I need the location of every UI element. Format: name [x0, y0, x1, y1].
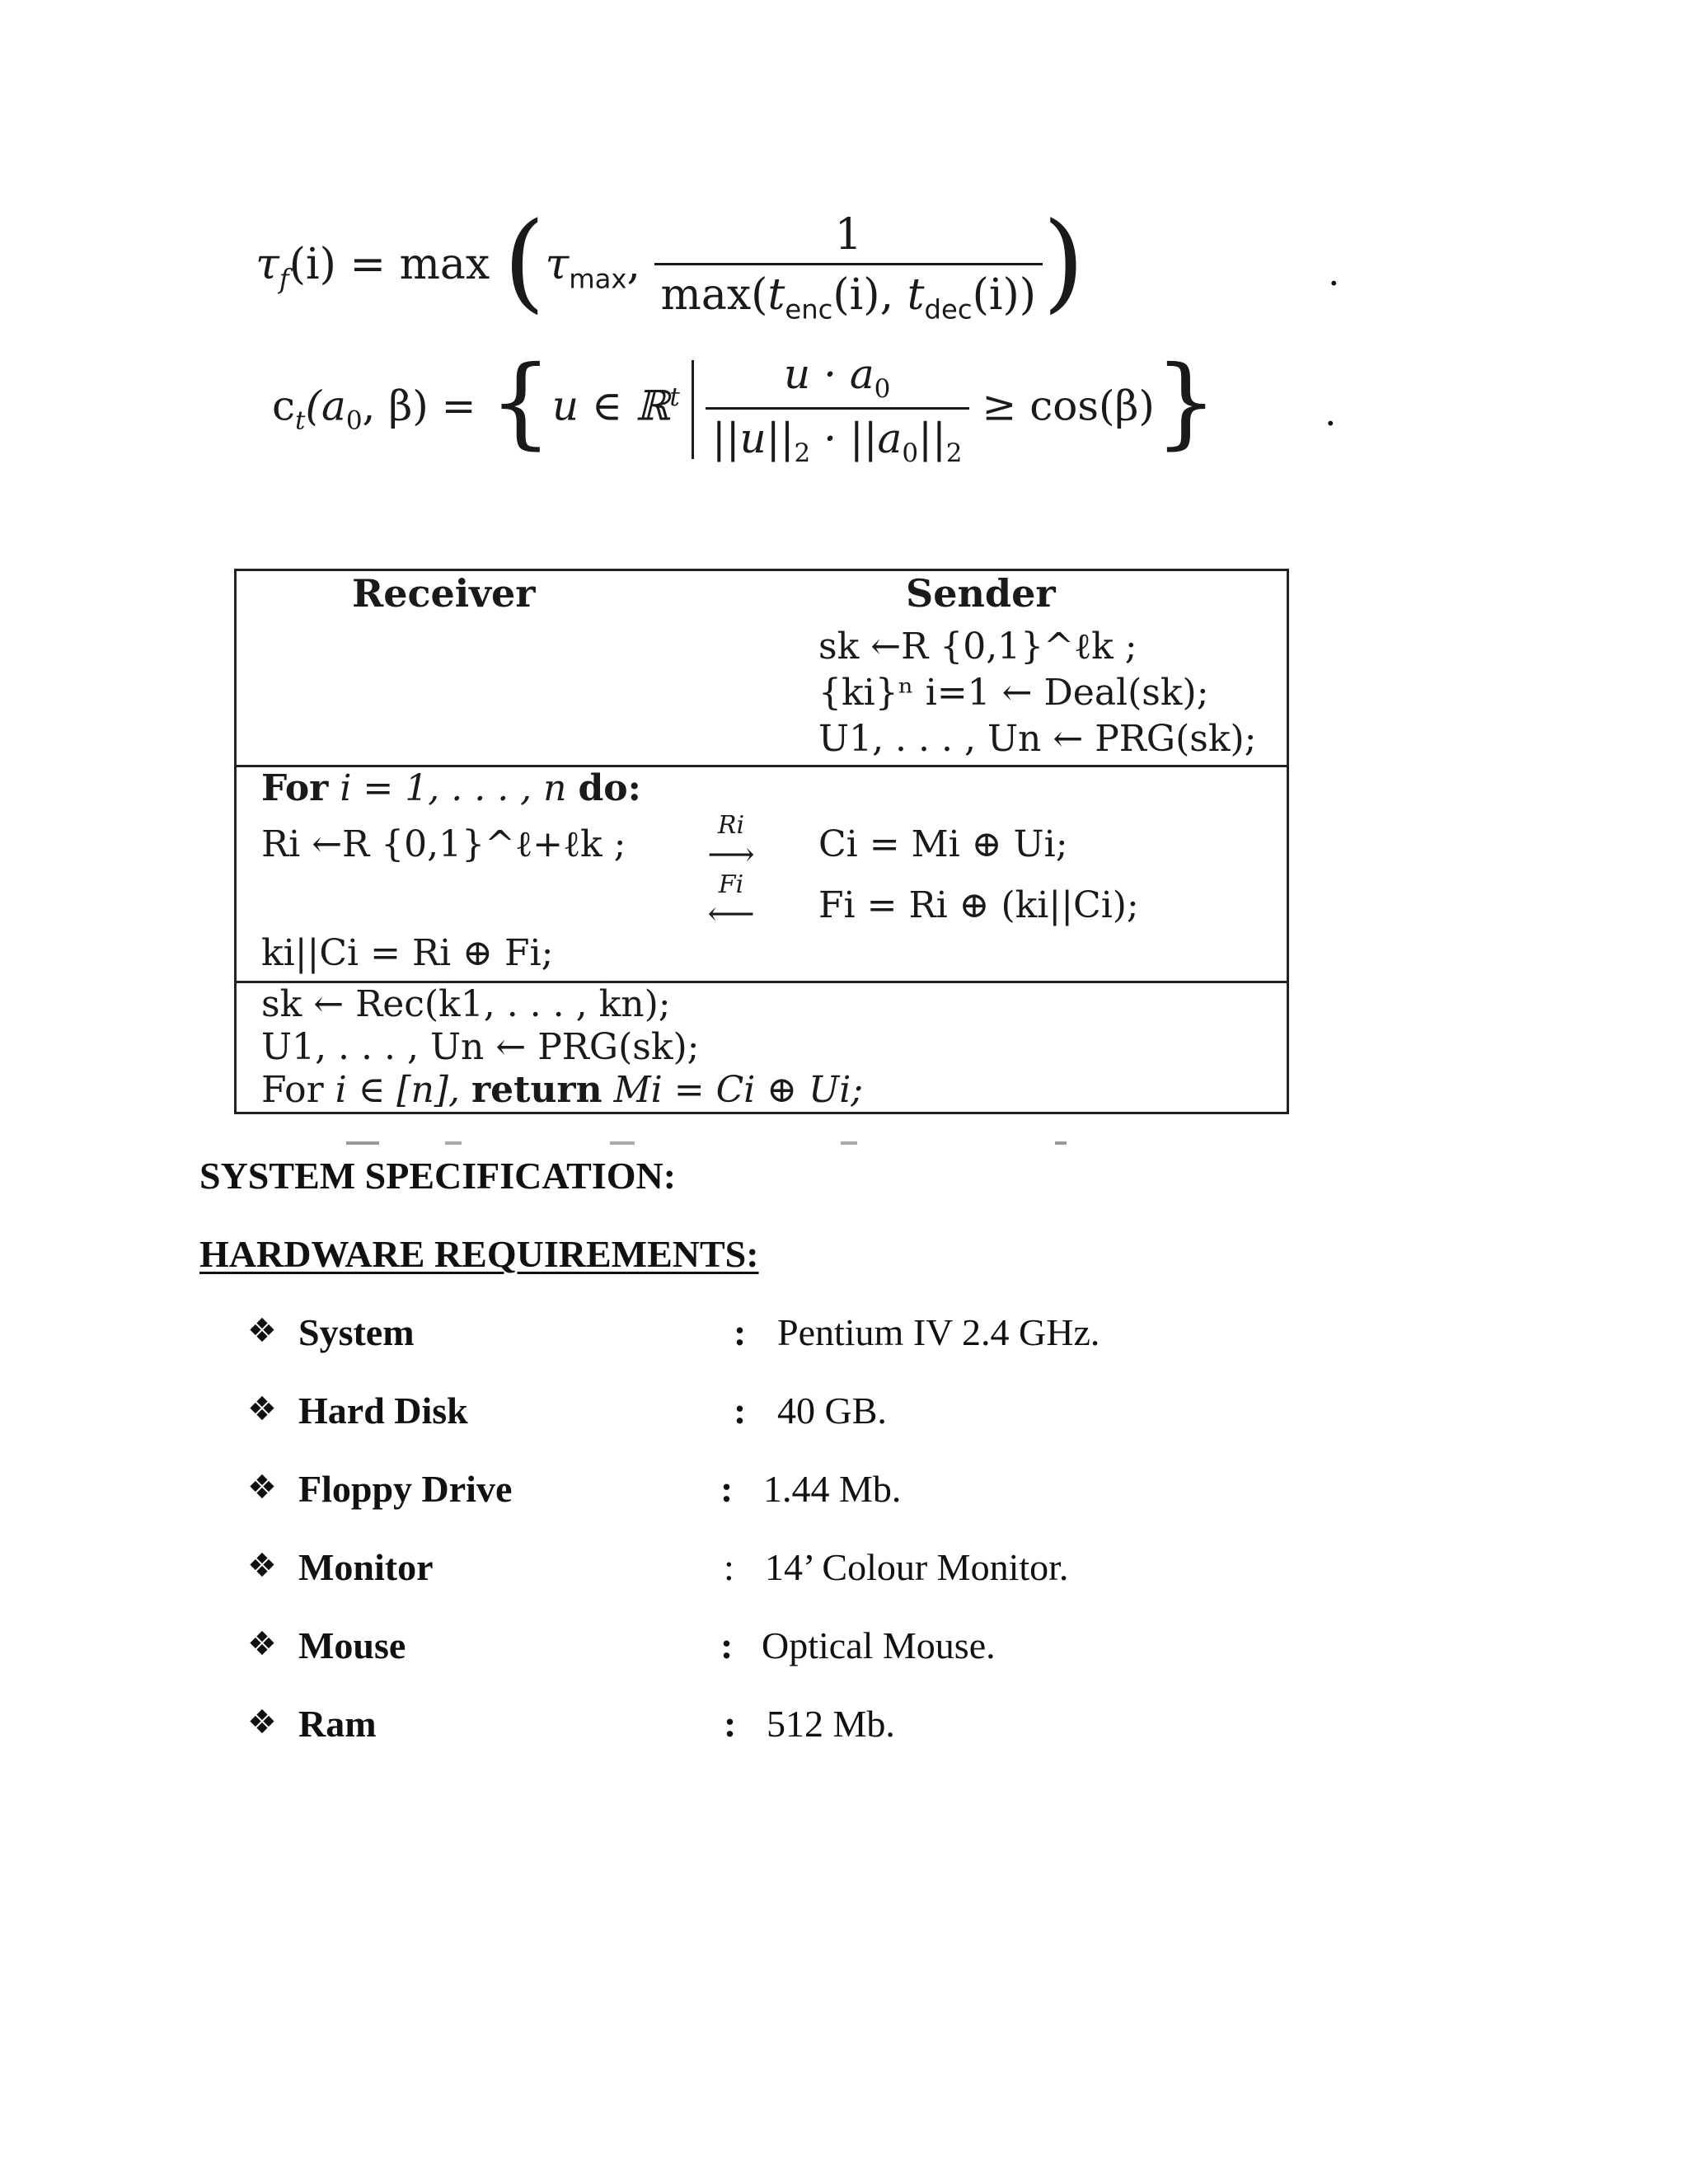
eq2-denominator: [706, 407, 969, 468]
diamond-bullet-icon: ❖: [247, 1312, 277, 1350]
arrow-left-label: Fi: [718, 870, 744, 899]
eq2-lhs-arg-end: , β) =: [362, 382, 476, 430]
loop-header: [261, 767, 641, 809]
diamond-bullet-icon: ❖: [247, 1704, 277, 1741]
spec-value: 512 Mb.: [767, 1703, 895, 1745]
eq2-den-sub2: 2: [945, 438, 963, 468]
final-return: [261, 1069, 863, 1111]
eq1-tdec-sub: dec: [924, 293, 973, 326]
spec-label: System: [298, 1311, 415, 1353]
spec-label: Ram: [298, 1703, 377, 1745]
eq2-trailing-dot: .: [1325, 388, 1336, 434]
spec-item-mouse: [247, 1624, 1319, 1673]
arrow-right-label: Ri: [717, 811, 745, 840]
sender-step-fi: Fi = Ri ⊕ (ki||Ci);: [818, 884, 1139, 926]
eq2-set-var: u ∈ ℝ: [551, 382, 670, 430]
eq2-such-that-bar: [692, 360, 694, 459]
sender-setup-deal: {ki}ⁿ i=1 ← Deal(sk);: [818, 672, 1209, 714]
final-prg: U1, . . . , Un ← PRG(sk);: [261, 1026, 700, 1068]
final-range: i ∈ [n],: [335, 1069, 460, 1111]
diamond-bullet-icon: ❖: [247, 1625, 277, 1663]
loop-for: For: [261, 767, 329, 809]
eq2-lhs-arg-sub: 0: [345, 405, 363, 436]
eq1-den-pre: max(: [660, 270, 768, 320]
spec-item-floppy-drive: [247, 1467, 1319, 1516]
arrow-left-fi: [690, 870, 772, 933]
receiver-header: Receiver: [352, 571, 536, 616]
eq1-open-paren: (: [503, 198, 546, 324]
spec-value: Optical Mouse.: [762, 1624, 996, 1666]
eq1-trailing-dot: .: [1329, 248, 1339, 294]
arrow-left-icon: ⟵: [707, 895, 755, 933]
section-subtitle: HARDWARE REQUIREMENTS:: [199, 1233, 759, 1275]
final-for: For: [261, 1069, 324, 1111]
spec-colon: :: [720, 1468, 734, 1510]
eq2-den-sub0: 0: [902, 438, 919, 468]
eq2-fraction: [706, 350, 969, 468]
clipped-caption-artifact: [346, 1141, 1088, 1146]
spec-item-ram: [247, 1702, 1319, 1751]
eq1-lhs: τ: [256, 240, 279, 290]
sender-step-ci: Ci = Mi ⊕ Ui;: [818, 823, 1068, 865]
eq2-num-sub: 0: [874, 374, 891, 404]
eq2-den-end: ||: [918, 415, 946, 462]
spec-label: Hard Disk: [298, 1390, 468, 1432]
eq2-den-mid: · ||a: [810, 415, 903, 462]
spec-item-monitor: [247, 1545, 1319, 1595]
diamond-bullet-icon: ❖: [247, 1547, 277, 1585]
spec-value: Pentium IV 2.4 GHz.: [777, 1311, 1100, 1353]
eq2-lhs-sub: t: [295, 405, 306, 436]
diamond-bullet-icon: ❖: [247, 1390, 277, 1428]
spec-colon: :: [734, 1390, 747, 1432]
eq2-den-sub1: 2: [794, 438, 811, 468]
eq1-taumax-sub: max: [569, 263, 627, 295]
sender-setup-keygen: sk ←R {0,1}^ℓk ;: [818, 626, 1137, 668]
receiver-random-step: Ri ←R {0,1}^ℓ+ℓk ;: [261, 823, 626, 865]
protocol-final-row: [237, 983, 1287, 1113]
arrow-right-ri: [690, 811, 772, 874]
final-return-expr: Mi = Ci ⊕ Ui;: [613, 1069, 864, 1111]
arrow-right-icon: ⟶: [707, 836, 755, 874]
eq1-taumax: τ: [545, 240, 570, 290]
final-rec: sk ← Rec(k1, . . . , kn);: [261, 983, 671, 1025]
equation-c-t: [272, 344, 1218, 468]
sender-setup-prg: U1, . . . , Un ← PRG(sk);: [818, 718, 1257, 760]
eq2-open-brace: {: [489, 344, 552, 460]
eq2-lhs-arg: (a: [305, 382, 346, 430]
eq1-comma: ,: [626, 240, 641, 290]
eq1-tenc-sub: enc: [785, 293, 833, 326]
loop-range: i = 1, . . . , n: [340, 767, 567, 809]
protocol-loop-row: [237, 767, 1287, 983]
equation-tau-f: [256, 198, 1085, 334]
eq1-tdec-arg: (i)): [972, 270, 1037, 320]
eq1-denominator: [654, 263, 1043, 325]
eq2-close-brace: }: [1154, 344, 1218, 460]
eq2-lhs: c: [272, 382, 296, 430]
spec-value: 1.44 Mb.: [763, 1468, 902, 1510]
spec-colon: :: [724, 1546, 734, 1588]
eq1-lhs-arg: (i): [288, 240, 336, 290]
eq1-numerator: 1: [834, 210, 862, 260]
spec-label: Mouse: [298, 1624, 406, 1666]
spec-colon: :: [724, 1703, 737, 1745]
spec-colon: :: [734, 1311, 747, 1353]
final-return-kw: return: [471, 1069, 603, 1111]
receiver-recover-step: ki||Ci = Ri ⊕ Fi;: [261, 932, 554, 974]
protocol-setup-row: [237, 571, 1287, 767]
spec-item-system: [247, 1310, 1319, 1360]
eq1-lhs-sub: f: [279, 263, 289, 295]
eq2-den-u: ||u||: [711, 415, 795, 462]
eq1-tdec: t: [907, 270, 925, 320]
spec-value: 14’ Colour Monitor.: [765, 1546, 1069, 1588]
eq2-numerator: [777, 350, 897, 407]
spec-item-hard-disk: [247, 1389, 1319, 1438]
eq1-equals: = max: [349, 240, 490, 290]
eq1-close-paren: ): [1043, 198, 1085, 324]
eq1-fraction: [654, 210, 1043, 325]
sender-header: Sender: [906, 571, 1056, 616]
loop-do: do:: [578, 767, 641, 809]
eq2-geq-cos: ≥ cos(β): [982, 382, 1155, 430]
eq2-num-text: u · a: [783, 350, 874, 398]
spec-label: Floppy Drive: [298, 1468, 513, 1510]
spec-colon: :: [720, 1624, 734, 1666]
spec-value: 40 GB.: [777, 1390, 887, 1432]
eq1-tenc-arg: (i),: [832, 270, 907, 320]
protocol-figure: [234, 569, 1289, 1114]
eq2-set-sup: t: [669, 382, 680, 412]
section-title: SYSTEM SPECIFICATION:: [199, 1155, 677, 1197]
diamond-bullet-icon: ❖: [247, 1469, 277, 1507]
eq1-tenc: t: [767, 270, 785, 320]
spec-label: Monitor: [298, 1546, 434, 1588]
